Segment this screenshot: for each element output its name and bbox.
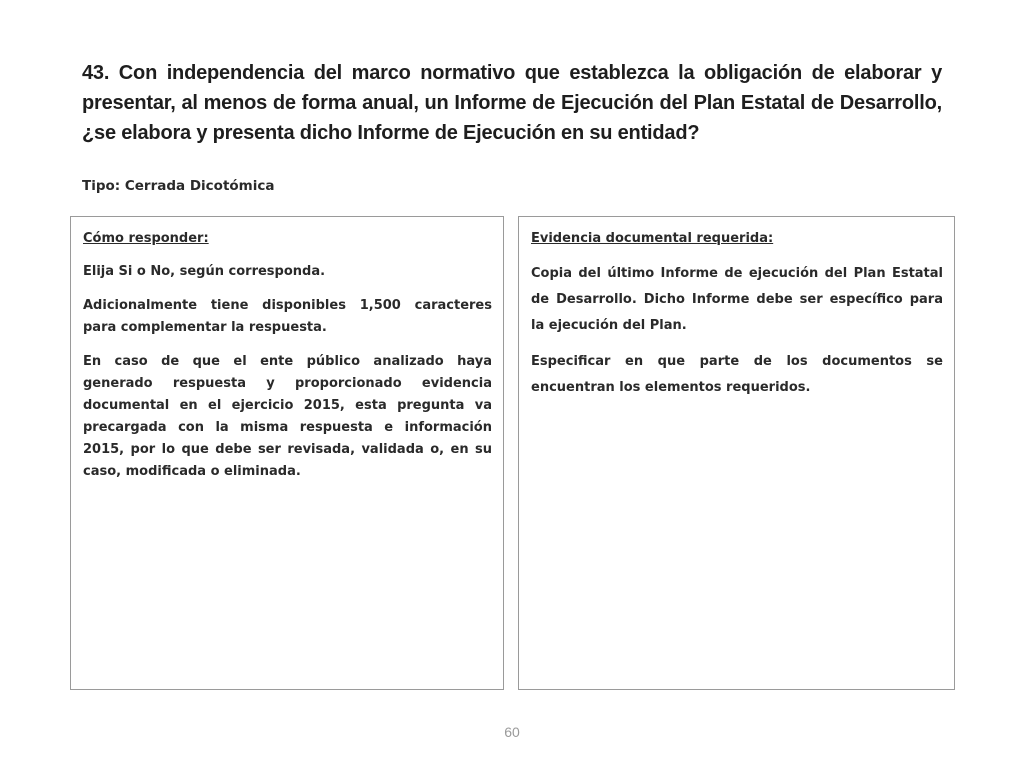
required-evidence-paragraph: Especificar en que parte de los documentos se encuentran los elementos requeridos. bbox=[531, 354, 943, 395]
required-evidence-title: Evidencia documental requerida: bbox=[531, 231, 774, 246]
how-to-answer-paragraph: En caso de que el ente público analizado haya generado respuesta y proporcionado evidencia documental en el ejercicio 2015, esta pregunta va precargada con la misma respuesta e información 2015, por lo que debe ser revisada, validada o, en su caso, modificada o eliminada. bbox=[83, 354, 492, 479]
how-to-answer-title: Cómo responder: bbox=[83, 231, 209, 246]
required-evidence-panel bbox=[518, 216, 955, 690]
how-to-answer-panel bbox=[70, 216, 504, 690]
how-to-answer-paragraph: Adicionalmente tiene disponibles 1,500 caracteres para complementar la respuesta. bbox=[83, 298, 492, 335]
how-to-answer-paragraph: Elija Si o No, según corresponda. bbox=[83, 264, 326, 279]
question-type: Tipo: Cerrada Dicotómica bbox=[82, 178, 275, 194]
page-number: 60 bbox=[504, 724, 520, 740]
required-evidence-paragraph: Copia del último Informe de ejecución del Plan Estatal de Desarrollo. Dicho Informe debe ser específico para la ejecución del Plan. bbox=[531, 266, 943, 333]
question-text: 43. Con independencia del marco normativo que establezca la obligación de elaborar y presentar, al menos de forma anual, un Informe de Ejecución del Plan Estatal de Desarrollo, ¿se elabora y presenta dicho Informe de Ejecución en su entidad? bbox=[82, 62, 942, 144]
